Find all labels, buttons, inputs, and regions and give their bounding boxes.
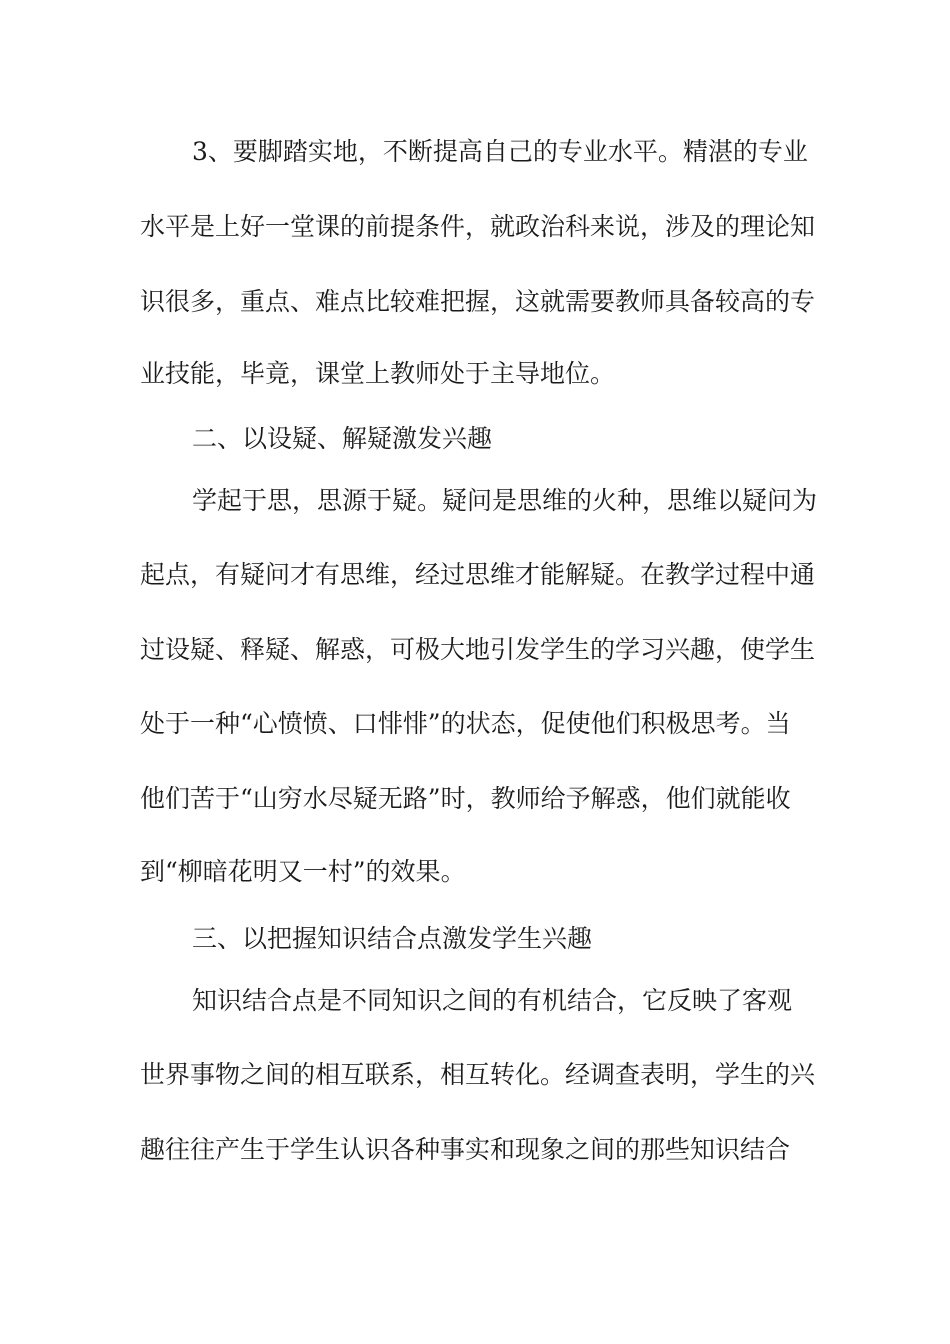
paragraph-line: 趣往往产生于学生认识各种事实和现象之间的那些知识结合 — [140, 1135, 791, 1164]
paragraph-line: 过设疑、释疑、解惑，可极大地引发学生的学习兴趣，使学生 — [140, 635, 816, 664]
paragraph-line: 世界事物之间的相互联系，相互转化。经调查表明，学生的兴 — [140, 1060, 816, 1089]
paragraph-line: 识很多，重点、难点比较难把握，这就需要教师具备较高的专 — [140, 287, 816, 316]
section-heading: 二、以设疑、解疑激发兴趣 — [192, 424, 493, 453]
section-heading: 三、以把握知识结合点激发学生兴趣 — [192, 924, 593, 953]
paragraph-line: 起点，有疑问才有思维，经过思维才能解疑。在教学过程中通 — [140, 560, 816, 589]
paragraph-line: 知识结合点是不同知识之间的有机结合，它反映了客观 — [192, 986, 793, 1015]
paragraph-line: 学起于思，思源于疑。疑问是思维的火种，思维以疑问为 — [192, 486, 818, 515]
paragraph-line: 处于一种“心愤愤、口悱悱”的状态，促使他们积极思考。当 — [140, 709, 791, 738]
paragraph-line: 业技能，毕竟，课堂上教师处于主导地位。 — [140, 359, 616, 388]
paragraph-line: 他们苦于“山穷水尽疑无路”时，教师给予解惑，他们就能收 — [140, 784, 791, 813]
paragraph-line: 水平是上好一堂课的前提条件，就政治科来说，涉及的理论知 — [140, 212, 816, 241]
paragraph-line: 3、要脚踏实地，不断提高自己的专业水平。精湛的专业 — [192, 137, 808, 166]
paragraph-line: 到“柳暗花明又一村”的效果。 — [140, 857, 466, 886]
